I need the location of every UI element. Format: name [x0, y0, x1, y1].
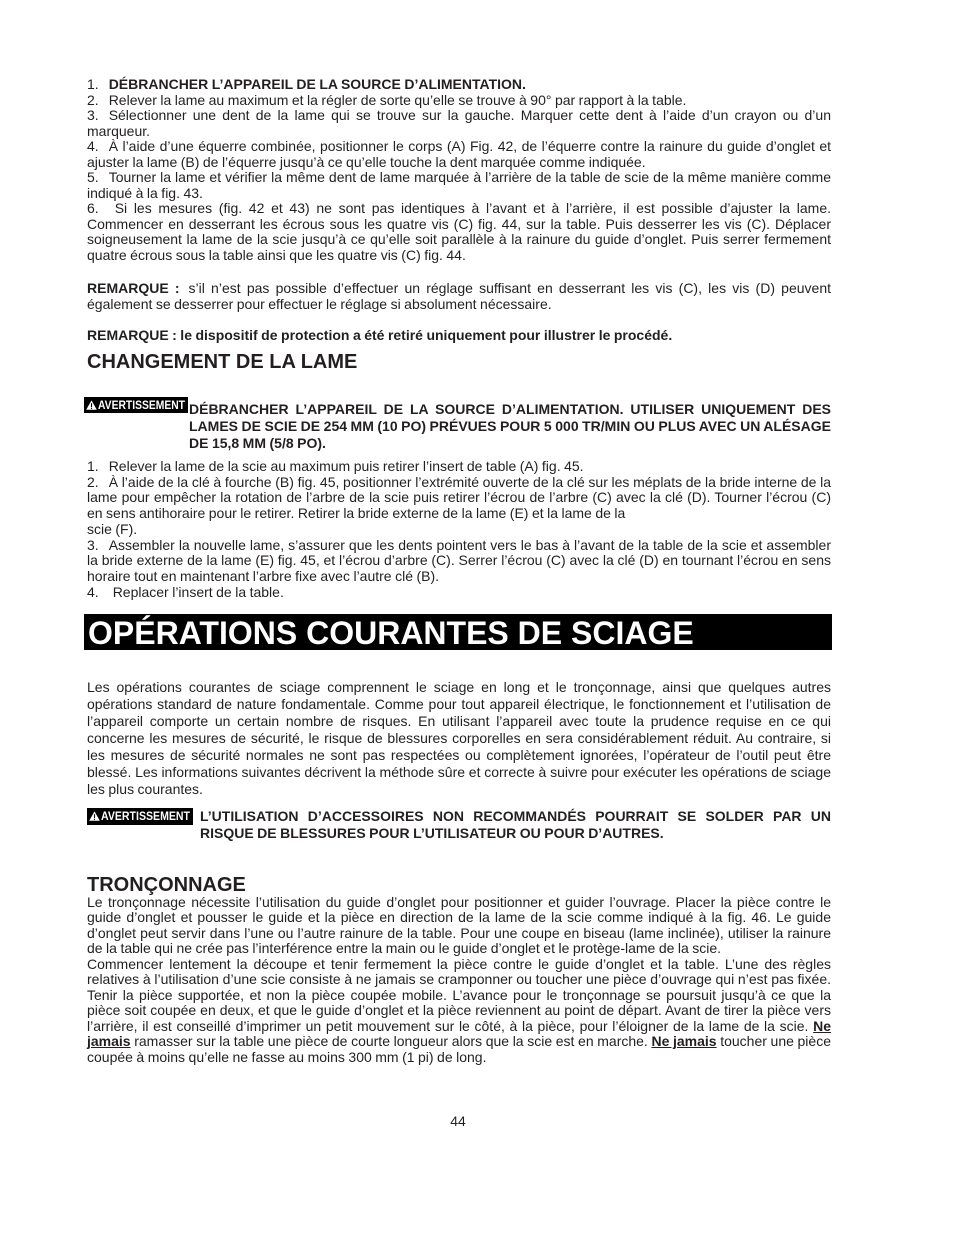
blade-change-step: [87, 585, 831, 601]
step-text: À l’aide de la clé à fourche (B) fig. 45, positionner l’extrémité ouverte de la clé sur les méplats de la bride interne de la lame pour empêcher la rotation de l’arbre de la scie puis retirer l’écrou de l’arbre (C) avec la clé (D). Tourner l’écrou (C) en sens antihoraire pour le retirer. Retirer la bride externe de la lame (E) et la lame de la scie (F).: [87, 473, 831, 537]
text-column: [87, 77, 831, 1065]
step-text: Si les mesures (fig. 42 et 43) ne sont pas identiques à l’avant et à l’arrière, il est possible d’ajuster la lame. Commencer en desserrant les écrous sous les quatre vis (C) fig. 44, sur la table. Puis desserrer les vis (C). Déplacer soigneusement la lame de la scie jusqu’à ce qu’elle soit parallèle à la rainure du guide d’onglet. Puis serrer fermement quatre écrous sous la table ainsi que les quatre vis (C) fig. 44.: [87, 200, 831, 264]
crosscut-paragraph: [87, 957, 831, 1066]
blade-change-step: [87, 475, 831, 538]
text-segment: toucher une pièce coupée à moins qu’elle ne fasse au moins 300 mm (1 pi) de long.: [87, 1033, 831, 1065]
warning-badge: [87, 808, 193, 825]
step-number: 2.: [87, 91, 99, 108]
operations-intro-paragraph: Les opérations courantes de sciage comprennent le sciage en long et le tronçonnage, ainsi que quelques autres opérations standard de nature fondamentale. Comme pour tout appareil électrique, le fonctionnement et l’utilisation de l’appareil comporte un certain nombre de risques. En utilisant l’appareil avec toute la prudence requise en ce qui concerne les mesures de sécurité, le risque de blessures corporelles en sera considérablement réduit. Au contraire, si les mesures de sécurité normales ne sont pas respectées ou complètement ignorées, l’opérateur de l’outil peut être blessé. Les informations suivantes décrivent la méthode sûre et correcte à suivre pour exécuter les opérations de sciage les plus courantes.: [87, 679, 831, 798]
warning-badge-label: AVERTISSEMENT: [101, 809, 190, 824]
alignment-step: [87, 93, 831, 109]
section-banner-title: OPÉRATIONS COURANTES DE SCIAGE: [84, 614, 832, 650]
blade-change-steps: [87, 459, 831, 601]
page-number: 44: [450, 1113, 466, 1129]
step-text: Relever la lame au maximum et la régler de sorte qu’elle se trouve à 90° par rapport à la table.: [108, 91, 687, 108]
warning-block: [87, 808, 831, 843]
text-segment: ramasser sur la table une pièce de courte longueur alors que la scie est en marche.: [130, 1033, 652, 1050]
step-number: 1.: [87, 76, 99, 92]
remark-text: s’il n’est pas possible d’effectuer un réglage suffisant en desserrant les vis (C), les vis (D) peuvent également se desserrer pour effectuer le réglage si absolument nécessaire.: [87, 279, 832, 312]
alignment-step: [87, 139, 831, 170]
warning-text: L’UTILISATION D’ACCESSOIRES NON RECOMMANDÉS POURRAIT SE SOLDER PAR UN RISQUE DE BLESSURES POUR L’UTILISATEUR OU POUR D’AUTRES.: [200, 808, 831, 842]
step-text: À l’aide d’une équerre combinée, positionner le corps (A) Fig. 42, de l’équerre contre la rainure du guide d’onglet et ajuster la lame (B) de l’équerre jusqu’à ce qu’elle touche la dent marquée comme indiquée.: [87, 138, 831, 170]
step-number: 4.: [87, 138, 99, 155]
step-text: Replacer l’insert de la table.: [112, 583, 284, 600]
warning-text: DÉBRANCHER L’APPAREIL DE LA SOURCE D’ALIMENTATION. UTILISER UNIQUEMENT DES LAMES DE SCIE DE 254 MM (10 PO) PRÉVUES POUR 5 000 TR/MIN OU PLUS AVEC UN ALÉSAGE DE 15,8 MM (5/8 PO).: [189, 401, 831, 452]
crosscut-body: [87, 895, 831, 1066]
blade-change-step: [87, 459, 831, 475]
alignment-step: [87, 201, 831, 263]
step-text: DÉBRANCHER L’APPAREIL DE LA SOURCE D’ALIMENTATION.: [108, 76, 526, 92]
warning-badge: [84, 397, 188, 413]
step-text: Sélectionner une dent de la lame qui se trouve sur la gauche. Marquer cette dent à l’aide d’un crayon ou d’un marqueur.: [87, 107, 831, 139]
warning-block: [87, 397, 831, 453]
alignment-steps: [87, 77, 831, 264]
alignment-step: [87, 108, 831, 139]
remark-note: [87, 281, 831, 312]
emphasis-text: Ne jamais: [651, 1033, 717, 1050]
step-text: Assembler la nouvelle lame, s’assurer que les dents pointent vers le bas à l’avant de la table de la scie et assembler la bride externe de la lame (E) fig. 45, et l’écrou d’arbre (C). Serrer l’écrou (C) avec la clé (D) en tournant l’écrou en sens horaire tout en maintenant l’arbre fixe avec l’autre clé (B).: [87, 536, 831, 585]
section-heading-blade-change: CHANGEMENT DE LA LAME: [87, 350, 358, 373]
step-number: 2.: [87, 473, 99, 490]
emphasis-text: Ne jamais: [87, 1017, 831, 1050]
blade-change-step: [87, 538, 831, 585]
step-number: 4.: [87, 583, 99, 600]
step-number: 1.: [87, 457, 99, 474]
remark-note-bold: REMARQUE : le dispositif de protection a été retiré uniquement pour illustrer le procédé.: [87, 327, 673, 344]
crosscut-paragraph: Le tronçonnage nécessite l’utilisation du guide d’onglet pour positionner et guider l’ouvrage. Placer la pièce contre le guide d’onglet et pousser le guide et la pièce en direction de la lame de la scie comme indiqué à la fig. 46. Le guide d’onglet peut servir dans l’une ou l’autre rainure de la table. Pour une coupe en biseau (lame inclinée), utiliser la rainure de la table qui ne crée pas l’interférence entre la main ou le guide d’onglet et le protège-lame de la scie.: [87, 893, 831, 957]
warning-triangle-icon: [89, 811, 100, 821]
section-heading-crosscut: TRONÇONNAGE: [87, 873, 246, 896]
alignment-step: [87, 77, 831, 93]
text-segment: Commencer lentement la découpe et tenir fermement la pièce contre le guide d’onglet et la table. L’une des règles relatives à l’utilisation d’une scie consiste à ne jamais se cramponner ou toucher une pièce d’ouvrage qui n’est pas fixée. Tenir la pièce supportée, et non la pièce coupée mobile. L’avance pour le tronçonnage se poursuit jusqu’à ce que la pièce soit coupée en deux, et que le guide d’onglet et la pièce reviennent au point de départ. Avant de tirer la pièce vers l’arrière, il est conseillé d’imprimer un petit mouvement sur le côté, à la pièce, pour l’éloigner de la lame de la scie.: [87, 955, 831, 1034]
step-number: 5.: [87, 169, 99, 186]
step-number: 3.: [87, 536, 99, 553]
alignment-step: [87, 170, 831, 201]
step-text: Relever la lame de la scie au maximum puis retirer l’insert de table (A) fig. 45.: [108, 457, 584, 474]
step-number: 3.: [87, 107, 99, 124]
warning-triangle-icon: [86, 400, 97, 410]
step-number: 6.: [87, 200, 99, 217]
warning-badge-label: AVERTISSEMENT: [98, 397, 185, 412]
step-text: Tourner la lame et vérifier la même dent de lame marquée à l’arrière de la table de scie de la même manière comme indiqué à la fig. 43.: [87, 169, 831, 201]
remark-label: REMARQUE :: [87, 279, 180, 296]
